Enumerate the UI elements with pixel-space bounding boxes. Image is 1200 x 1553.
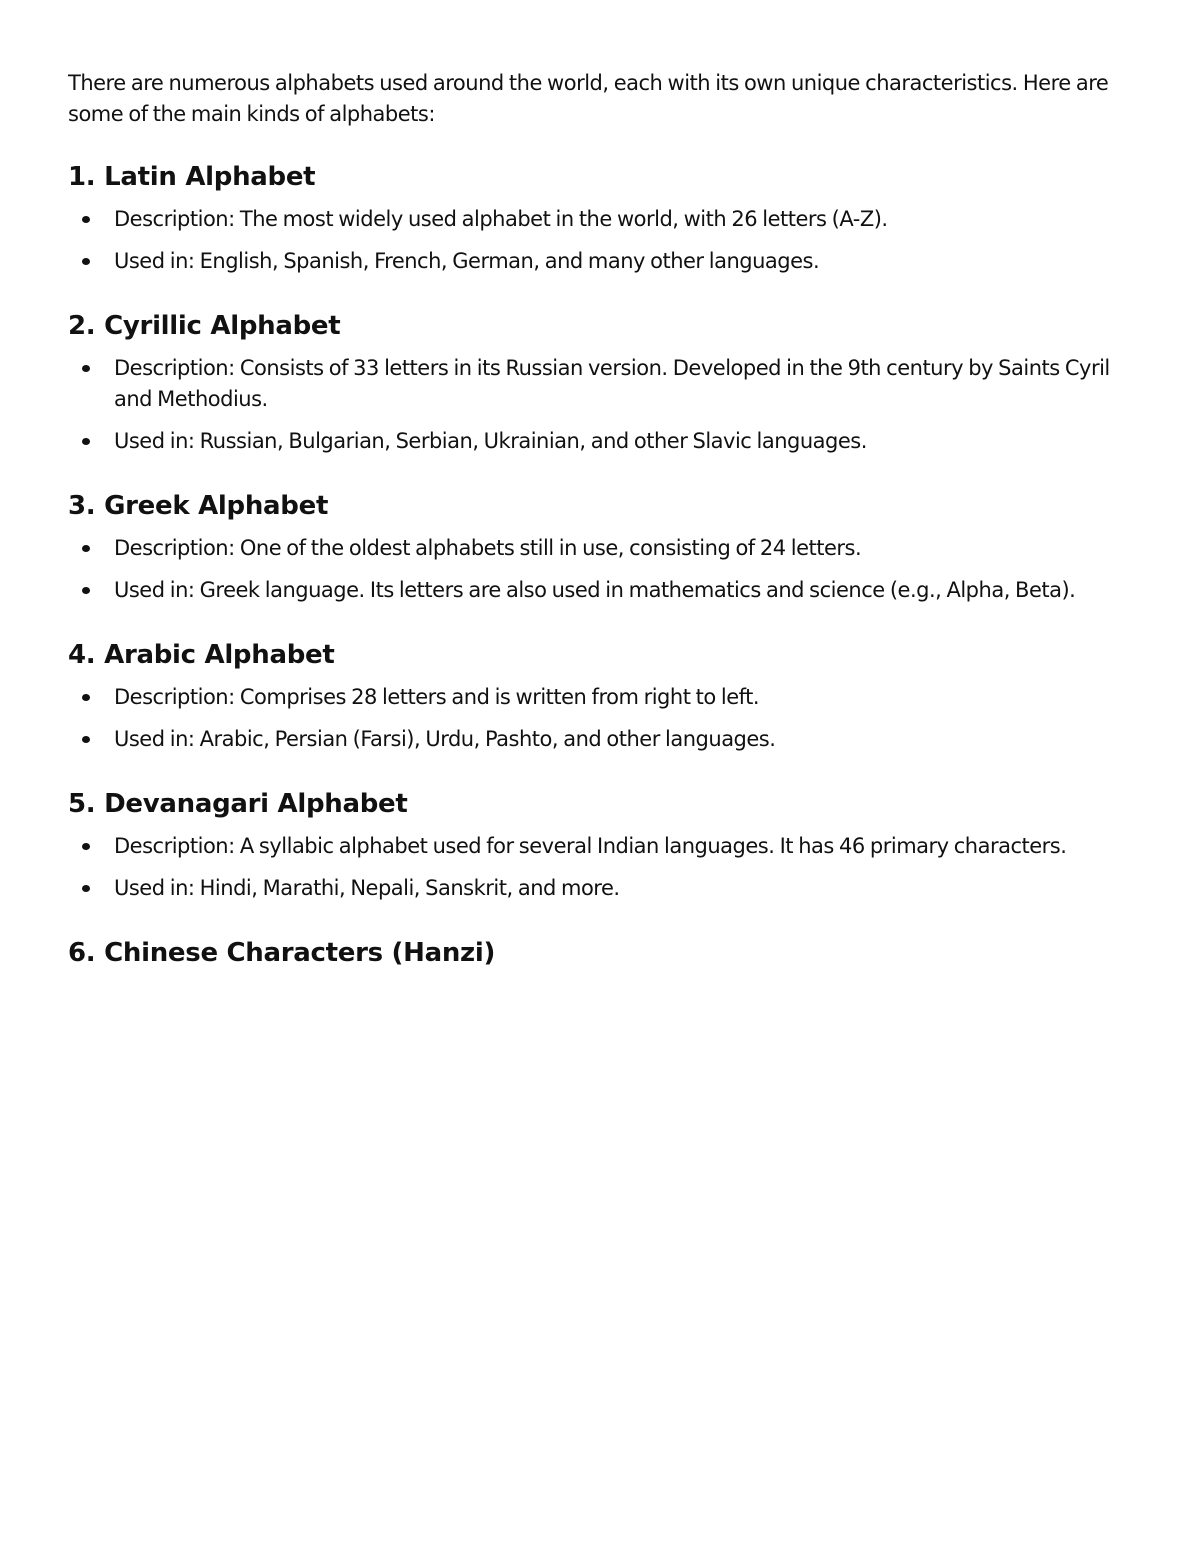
list-item <box>68 575 1120 606</box>
bullet-list <box>68 204 1120 277</box>
bullet-list <box>68 682 1120 755</box>
list-item <box>68 533 1120 564</box>
list-item <box>68 204 1120 235</box>
list-item <box>68 724 1120 755</box>
item-text: Consists of 33 letters in its Russian version. Developed in the 9th century by Saints Cyril and Methodius. <box>114 356 1110 411</box>
section-cyrillic <box>68 309 1120 457</box>
list-item <box>68 873 1120 904</box>
list-item <box>68 682 1120 713</box>
section-heading: 1. Latin Alphabet <box>68 162 316 192</box>
item-text: Russian, Bulgarian, Serbian, Ukrainian, and other Slavic languages. <box>194 429 867 453</box>
item-text: A syllabic alphabet used for several Indian languages. It has 46 primary characters. <box>234 834 1067 858</box>
bullet-dot-icon <box>82 736 90 743</box>
section-chinese <box>68 936 1120 970</box>
item-label: Used in: <box>114 578 195 602</box>
section-heading: 6. Chinese Characters (Hanzi) <box>68 938 496 968</box>
item-label: Description: <box>114 356 235 380</box>
list-item <box>68 353 1120 415</box>
section-heading: 4. Arabic Alphabet <box>68 640 335 670</box>
item-text: Hindi, Marathi, Nepali, Sanskrit, and more. <box>194 876 620 900</box>
item-label: Used in: <box>114 727 195 751</box>
item-text: One of the oldest alphabets still in use, consisting of 24 letters. <box>234 536 862 560</box>
item-text: The most widely used alphabet in the world, with 26 letters (A-Z). <box>234 207 888 231</box>
bullet-dot-icon <box>82 587 90 594</box>
section-latin <box>68 160 1120 277</box>
list-item <box>68 831 1120 862</box>
bullet-dot-icon <box>82 258 90 265</box>
item-label: Description: <box>114 207 235 231</box>
bullet-dot-icon <box>82 365 90 372</box>
list-item <box>68 426 1120 457</box>
section-arabic <box>68 638 1120 755</box>
section-greek <box>68 489 1120 606</box>
section-devanagari <box>68 787 1120 904</box>
item-label: Used in: <box>114 429 195 453</box>
item-text: Comprises 28 letters and is written from right to left. <box>234 685 760 709</box>
bullet-list <box>68 831 1120 904</box>
item-text: Greek language. Its letters are also used in mathematics and science (e.g., Alpha, Beta). <box>194 578 1076 602</box>
bullet-dot-icon <box>82 438 90 445</box>
bullet-list <box>68 353 1120 457</box>
item-label: Used in: <box>114 876 195 900</box>
bullet-dot-icon <box>82 694 90 701</box>
item-label: Description: <box>114 685 235 709</box>
item-label: Description: <box>114 536 235 560</box>
bullet-dot-icon <box>82 843 90 850</box>
item-label: Description: <box>114 834 235 858</box>
section-heading: 5. Devanagari Alphabet <box>68 789 408 819</box>
bullet-list <box>68 533 1120 606</box>
intro-paragraph: There are numerous alphabets used around the world, each with its own unique characteristics. Here are some of the main kinds of alphabets: <box>68 71 1109 126</box>
item-text: Arabic, Persian (Farsi), Urdu, Pashto, and other languages. <box>194 727 776 751</box>
section-heading: 3. Greek Alphabet <box>68 491 329 521</box>
bullet-dot-icon <box>82 216 90 223</box>
item-text: English, Spanish, French, German, and many other languages. <box>194 249 820 273</box>
section-heading: 2. Cyrillic Alphabet <box>68 311 341 341</box>
bullet-dot-icon <box>82 545 90 552</box>
list-item <box>68 246 1120 277</box>
item-label: Used in: <box>114 249 195 273</box>
bullet-dot-icon <box>82 885 90 892</box>
